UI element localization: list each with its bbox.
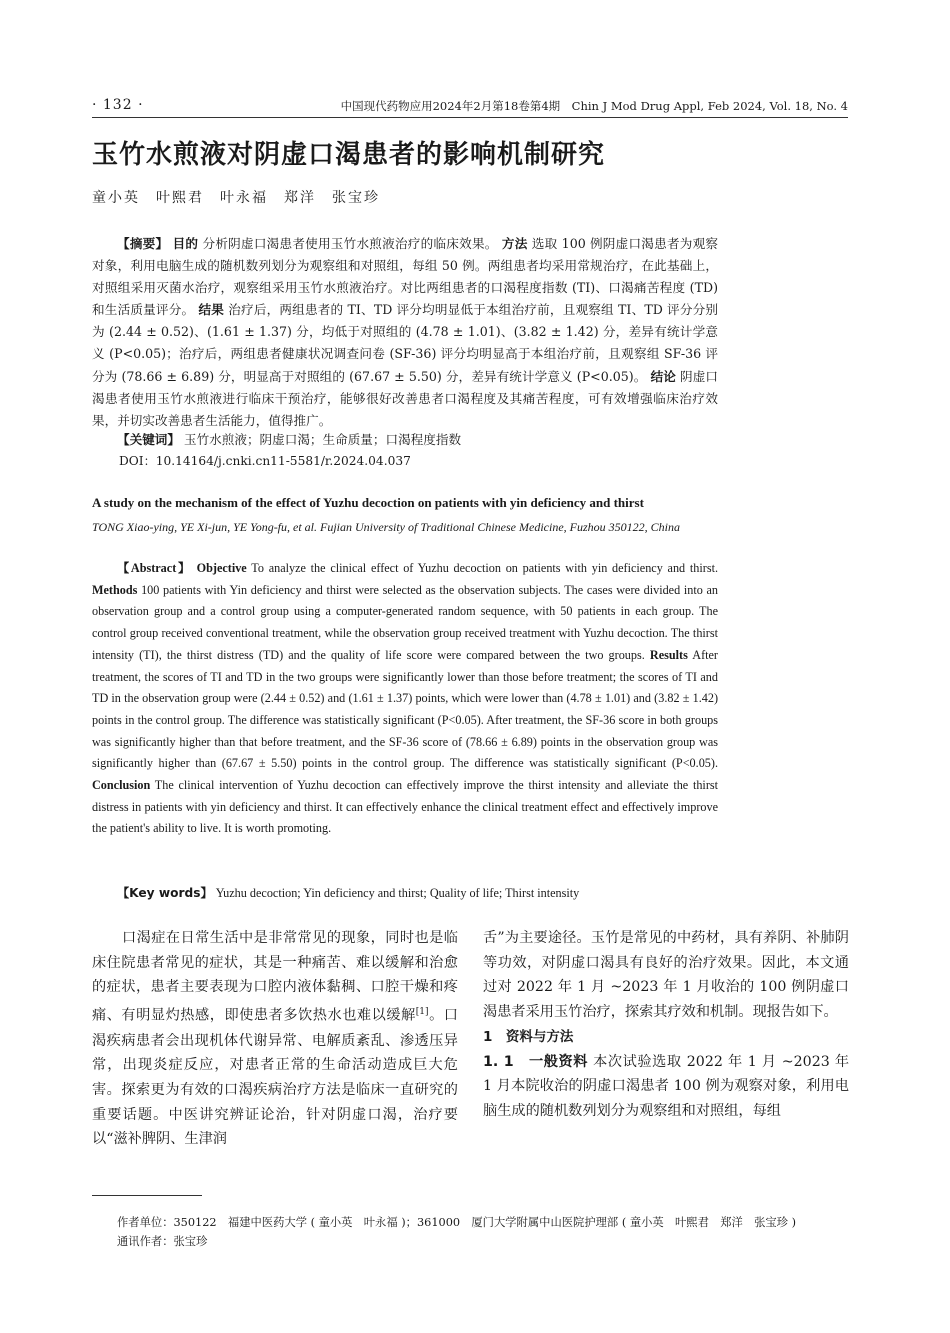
conclusion-label: 结论 [650,368,676,384]
english-affiliation: TONG Xiao-ying, YE Xi-jun, YE Yong-fu, et al. Fujian University of Traditional Chinese Medicine, Fuzhou 350122, China [92,520,680,534]
corresponding-author: 通讯作者：张宝珍 [117,1235,208,1248]
author-affiliations: 作者单位：350122 福建中医药大学 ( 童小英 叶永福 )；361000 厦门大学附属中山医院护理部 ( 童小英 叶熙君 郑洋 张宝珍 ) [117,1216,796,1229]
conclusion-en-label: Conclusion [92,778,151,793]
abstract-label: 【摘要】 [117,236,169,251]
abstract-en-label: 【Abstract】 [117,561,192,575]
subsection-1-1 [483,1050,849,1124]
conclusion-text: 阴虚口渴患者使用玉竹水煎液进行临床干预治疗，能够很好改善患者口渴程度及其痛苦程度，可有效增强临床治疗效果，并切实改善患者生活能力，值得推广。 [92,368,718,428]
header-divider [92,117,848,118]
english-title: A study on the mechanism of the effect of Yuzhu decoction on patients with yin deficiency and thirst [92,495,644,510]
results-label: 结果 [198,302,225,318]
keywords-en [117,884,579,901]
doi: DOI：10.14164/j.cnki.cn11-5581/r.2024.04.037 [119,454,411,468]
subsection-label: 1. 1 一般资料 [483,1053,589,1070]
article-title: 玉竹水煎液对阴虚口渴患者的影响机制研究 [92,140,606,170]
intro-paragraph-1: 口渴症在日常生活中是非常常见的现象，同时也是临床住院患者常见的症状，其是一种痛苦、难以缓解和治愈的症状，患者主要表现为口腔内液体黏稠、口腔干燥和疼痛、有明显灼热感，即使患者多饮热水也难以缓解 [92,930,458,1024]
body-column-right [483,926,849,1124]
citation-ref[interactable]: [1] [415,1007,429,1018]
results-en-label: Results [649,647,688,662]
intro-paragraph-2: 。口渴疾病患者会出现机体代谢异常、电解质紊乱、渗透压异常，出现炎症反应，对患者正常的生命活动造成巨大危害。探索更为有效的口渴疾病治疗方法是临床一直研究的重要话题。中医讲究辨证论治，针对阴虚口渴，治疗要以“滋补脾阴、生津润 [92,1007,458,1148]
page-number: · 132 · [92,97,144,113]
intro-continuation: 舌”为主要途径。玉竹是常见的中药材，具有养阴、补肺阴等功效，对阴虚口渴具有良好的治疗效果。因此，本文通过对 2022 年 1 月 ~2023 年 1 月收治的 100 例阴虚口渴患者采用玉竹治疗，探索其疗效和机制。现报告如下。 [483,930,849,1021]
conclusion-en-text: The clinical intervention of Yuzhu decoction can effectively improve the thirst intensity and alleviate the thirst distress in patients with yin deficiency and thirst. It can effectively enhance the clinical treatment effect and effectively improve the patient's ability to live. It is worth promoting. [92,778,719,836]
aim-label: 目的 [172,236,199,251]
footnote [117,1213,796,1251]
results-en-text: After treatment, the scores of TI and TD in the two groups were significantly lower than those before treatment; the scores of TI and TD in the observation group were (2.44 ± 0.52) and (1.61 ± 1.37) points, which were lower than (4.78 ± 1.01) and (3.82 ± 1.42) points in the control group. The difference was statistically significant (P<0.05). After treatment, the SF-36 score in both groups was significantly higher than that before treatment, and the SF-36 score of (78.66 ± 6.89) points in the observation group was significantly higher than (67.67 ± 5.50) points in the control group. The difference was statistically significant (P<0.05). [92,647,718,771]
section-heading: 1 资料与方法 [483,1028,574,1045]
objective-text: To analyze the clinical effect of Yuzhu decoction on patients with yin deficiency and thirst. [251,561,719,575]
keywords-label: 【关键词】 [117,432,180,447]
results-text: 治疗后，两组患者的 TI、TD 评分均明显低于本组治疗前，且观察组 TI、TD 评分分别为 (2.44 ± 0.52)、(1.61 ± 1.37) 分，均低于对照组的 (4.78 ± 1.01)、(3.82 ± 1.42) 分，差异有统计学意义 (P<0.05)；治疗后，两组患者健康状况调查问卷 (SF-36) 评分均明显高于本组治疗前，且观察组 SF-36 评分为 (78.66 ± 6.89) 分，明显高于对照组的 (67.67 ± 5.50) 分，差异有统计学意义 (P<0.05)。 [92,302,719,384]
methods-text: 选取 100 例阴虚口渴患者为观察对象，利用电脑生成的随机数列划分为观察组和对照组，每组 50 例。两组患者均采用常规治疗，在此基础上，对照组采用灭菌水治疗，观察组采用玉竹水煎液治疗。对比两组患者的口渴程度指数 (TI)、口渴痛苦程度 (TD) 和生活质量评分。 [92,236,719,318]
body-column-left [92,926,458,1152]
methods-label: 方法 [501,236,528,251]
keywords-text: 玉竹水煎液；阴虚口渴；生命质量；口渴程度指数 [183,432,462,447]
keywords-en-label: 【Key words】 [117,886,213,900]
aim-text: 分析阴虚口渴患者使用玉竹水煎液治疗的临床效果。 [202,236,498,251]
objective-label: Objective [196,561,247,575]
keywords-cn [117,429,461,448]
abstract-cn [92,233,718,432]
methods-en-text: 100 patients with Yin deficiency and thirst were selected as the observation subjects. The cases were divided into an observation group and a control group using a computer-generated random sequence, with 50 patients in each group. The control group received conventional treatment, while the observation group received treatment with Yuzhu decoction. The thirst intensity (TI), the thirst distress (TD) and the quality of life score were compared between the two groups. [92,582,718,662]
subsection-text: 本次试验选取 2022 年 1 月 ~2023 年 1 月本院收治的阴虚口渴患者 100 例为观察对象，利用电脑生成的随机数列划分为观察组和对照组，每组 [483,1053,850,1119]
abstract-en [92,558,718,840]
methods-en-label: Methods [92,582,138,597]
keywords-en-text: Yuzhu decoction; Yin deficiency and thirst; Quality of life; Thirst intensity [215,886,580,900]
authors: 童小英 叶熙君 叶永福 郑洋 张宝珍 [92,190,380,206]
journal-header: 中国现代药物应用2024年2月第18卷第4期 Chin J Mod Drug Appl, Feb 2024, Vol. 18, No. 4 [340,99,848,113]
footnote-divider [92,1195,202,1196]
